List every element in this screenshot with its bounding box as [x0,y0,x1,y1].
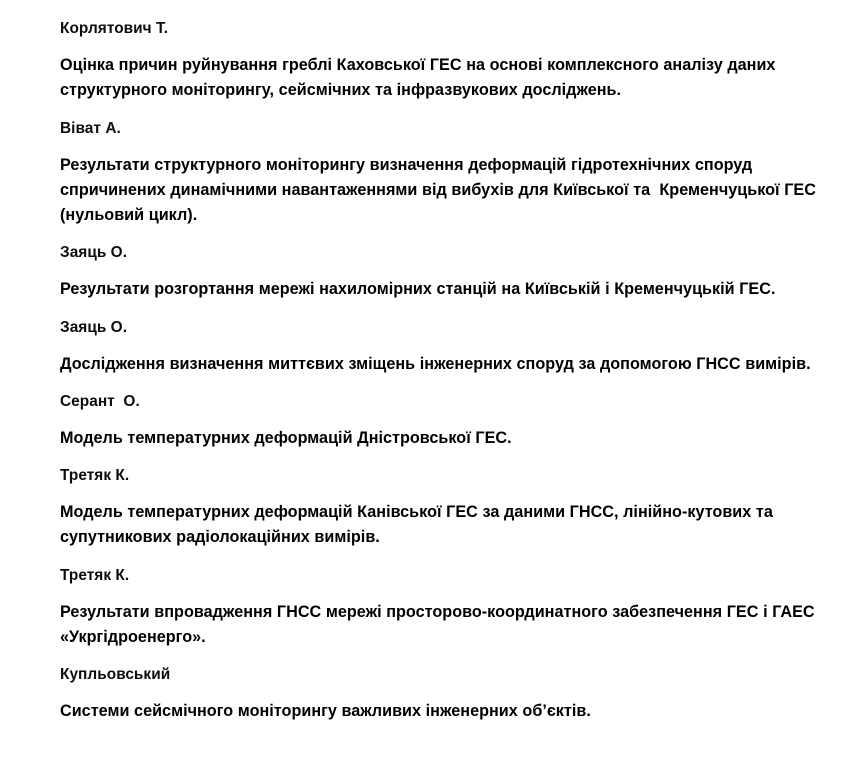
entry-author: Третяк К. [60,566,130,584]
entry-author: Корлятович Т. [60,20,169,37]
entry-title: Системи сейсмічного моніторингу важливих інженерних об’єктів. [60,702,591,721]
entry-author: Серант О. [60,392,140,410]
programme-entry [60,558,820,658]
programme-entry [60,310,815,384]
programme-entry [60,657,815,731]
entry-title: Результати розгортання мережі нахиломірних станцій на Київській і Кременчуцькій ГЕС. [60,280,776,299]
programme-entry [60,235,815,309]
entry-title: Модель температурних деформацій Канівської ГЕС за даними ГНСС, лінійно-кутових та супутникових радіолокаційних вимірів. [60,503,778,547]
entry-author: Купльовський [60,666,171,684]
programme-entry [60,14,815,111]
entry-title: Результати структурного моніторингу визначення деформацій гідротехнічних споруд спричинених динамічними навантаженнями від вибухів для Київської та Кременчуцької ГЕС (нульовий цикл). [60,155,821,225]
entry-title: Результати впровадження ГНСС мережі просторово-координатного забезпечення ГЕС і ГАЕС «Укргідроенерго». [60,602,820,647]
entry-title: Оцінка причин руйнування греблі Каховської ГЕС на основі комплексного аналізу даних структурного моніторингу, сейсмічних та інфразвукових досліджень. [60,56,781,100]
programme-entry [60,111,821,236]
programme-entry [60,384,815,458]
programme-entry [60,458,815,558]
entry-author: Третяк К. [60,467,130,485]
entry-title: Дослідження визначення миттєвих зміщень інженерних споруд за допомогою ГНСС вимірів. [60,354,811,373]
entry-title: Модель температурних деформацій Дністровської ГЕС. [60,428,512,447]
entry-author: Віват А. [60,119,121,137]
programme-entry-list [60,14,821,732]
entry-author: Заяць О. [60,244,128,262]
entry-author: Заяць О. [60,318,128,336]
